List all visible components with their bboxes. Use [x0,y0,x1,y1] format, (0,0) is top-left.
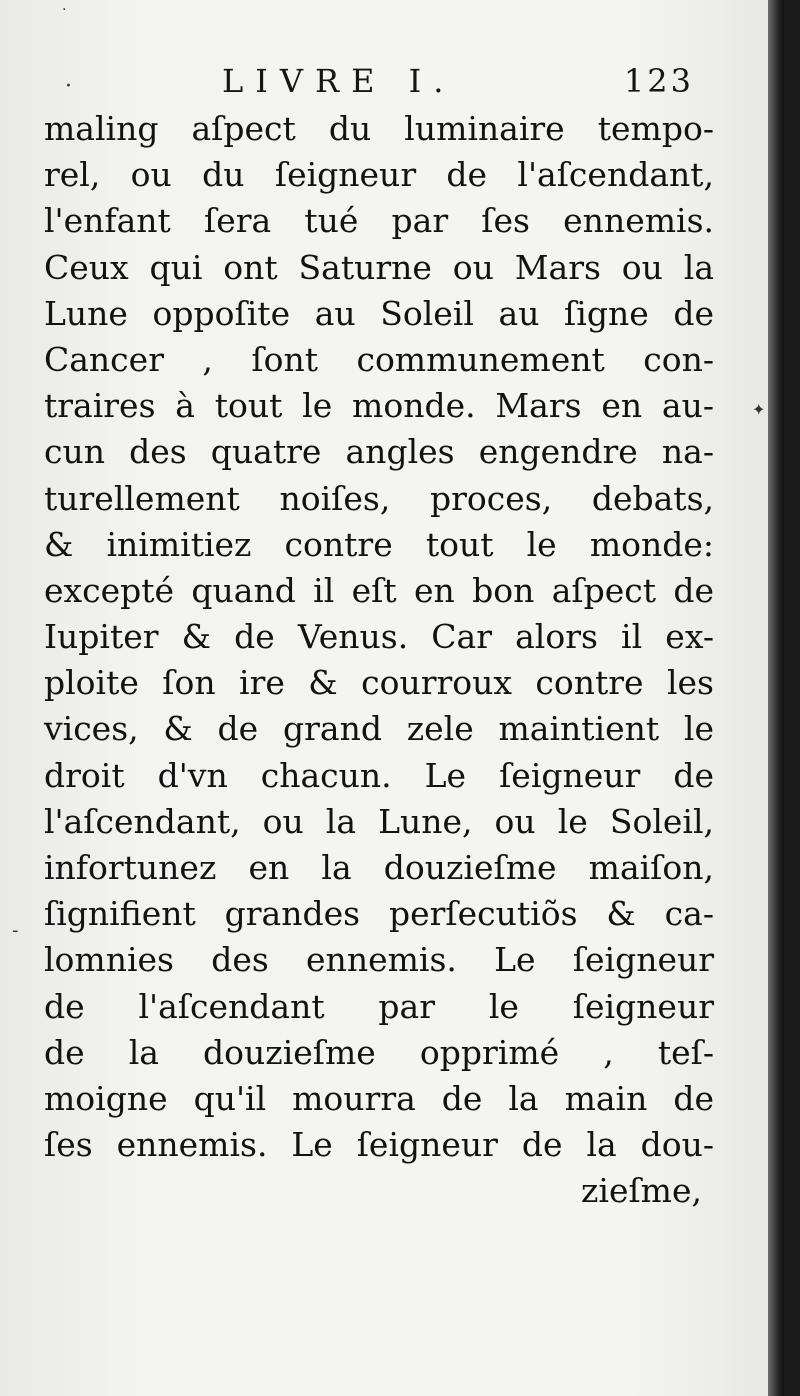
text-line: lomnies des ennemis. Le ſeigneur [44,940,714,980]
text-line: Iupiter & de Venus. Car alors il ex- [44,617,714,657]
running-title: LIVRE I. [222,62,456,100]
page-number: 123 [623,62,694,100]
text-line: moigne qu'il mourra de la main de [44,1078,714,1118]
text-line: de la douzieſme opprimé , teſ- [44,1032,714,1072]
text-line: Ceux qui ont Saturne ou Mars ou la [44,247,714,287]
text-line: infortunez en la douzieſme maiſon, [44,848,714,887]
text-line: ſignifient grandes perſecutiõs & ca- [44,894,714,934]
text-line: l'enfant ſera tué par ſes ennemis. [44,201,714,241]
text-line: turellement noiſes, proces, debats, [44,478,714,518]
text-line: cun des quatre angles engendre na- [44,432,714,472]
text-line: Cancer , ſont communement con- [44,339,714,379]
text-line: ſes ennemis. Le ſeigneur de la dou- [44,1125,714,1165]
print-speck: ✦ [752,400,766,419]
text-line: droit d'vn chacun. Le ſeigneur de [44,755,714,795]
text-line: & inimitiez contre tout le monde: [44,524,714,564]
text-line: ploite ſon ire & courroux contre les [44,663,714,703]
page-edge-shadow [768,0,784,1396]
header-mark: · [65,74,72,99]
text-line: de l'aſcendant par le ſeigneur [44,986,714,1026]
body-text [44,106,714,1215]
text-line: vices, & de grand zele maintient le [44,709,714,749]
catchword-line: zieſme, [581,1171,702,1211]
text-line: traires à tout le monde. Mars en au- [44,386,714,426]
text-line: Lune oppoſite au Soleil au ſigne de [44,293,714,333]
text-line: excepté quand il eſt en bon aſpect de [44,570,714,610]
text-line: l'aſcendant, ou la Lune, ou le Soleil, [44,801,714,841]
running-header [65,56,710,106]
text-line: rel, ou du ſeigneur de l'aſcendant, [44,155,714,195]
text-line: maling aſpect du luminaire tempo- [44,109,714,148]
print-speck: ‑ [12,920,19,941]
print-speck: · [62,2,67,18]
